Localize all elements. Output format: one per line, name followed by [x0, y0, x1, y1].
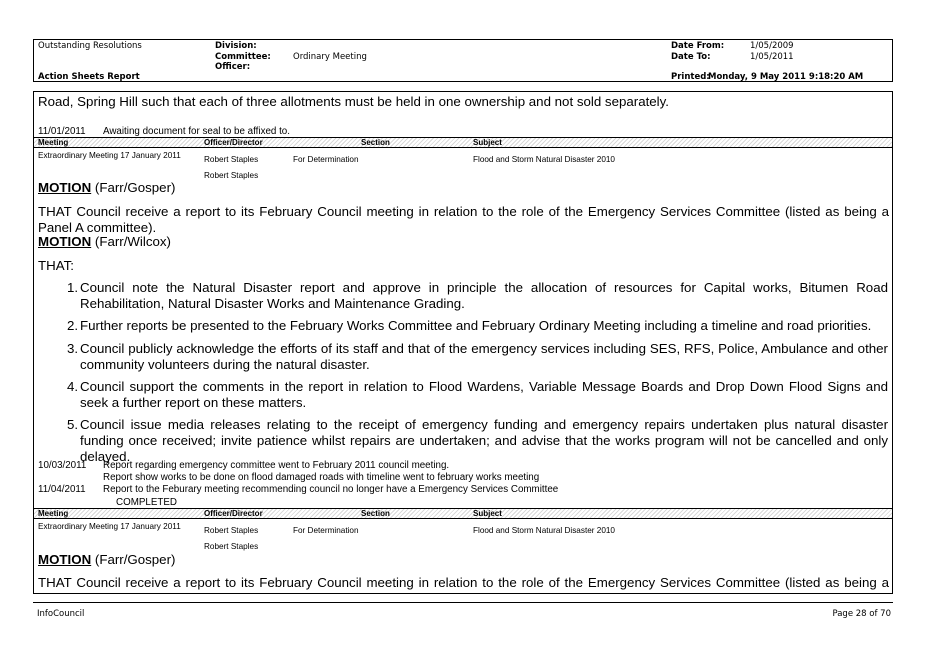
motion-movers: (Farr/Gosper)	[94, 552, 176, 567]
motion-movers: (Farr/Gosper)	[94, 180, 176, 195]
item2-officer-2: Robert Staples	[204, 542, 259, 551]
col-meeting: Meeting	[38, 509, 69, 518]
item1-note1-line1: Report regarding emergency committee went to February 2011 council meeting.	[103, 460, 450, 471]
item1-note2-line1: Report to the Feburary meeting recommending council no longer have a Emergency Services Committee	[103, 484, 559, 495]
point-number: 4.	[67, 379, 79, 394]
report-header	[33, 39, 893, 82]
resolution-point	[67, 341, 888, 373]
report-name: Outstanding Resolutions	[38, 41, 142, 51]
motion-label: MOTION	[38, 180, 92, 195]
item2-officer: Robert Staples	[204, 526, 259, 535]
col-officer: Officer/Director	[204, 509, 263, 518]
point-number: 3.	[67, 341, 79, 356]
date-to-value: 1/05/2011	[750, 52, 794, 62]
col-subject: Subject	[473, 138, 502, 147]
col-officer: Officer/Director	[204, 138, 263, 147]
col-meeting: Meeting	[38, 138, 69, 147]
report-body	[33, 91, 893, 594]
item2-motion-text: THAT Council receive a report to its February Council meeting in relation to the role of the Emergency Services Committee (listed as being a	[38, 575, 889, 590]
item1-meeting: Extraordinary Meeting 17 January 2011	[38, 151, 181, 160]
printed-label: Printed:	[671, 72, 710, 82]
point-text: Council support the comments in the report in relation to Flood Wardens, Variable Message Boards and Drop Down Flood Signs and seek a further report on these matters.	[80, 379, 888, 410]
resolution-point	[67, 379, 888, 411]
item1-section: For Determination	[293, 155, 359, 164]
point-text: Further reports be presented to the February Works Committee and February Ordinary Meeting including a timeline and road priorities.	[80, 318, 872, 333]
printed-value: Monday, 9 May 2011 9:18:20 AM	[708, 72, 864, 82]
point-text: Council publicly acknowledge the efforts of its staff and that of the emergency services including SES, RFS, Police, Ambulance and other community volunteers during the natural disaster.	[80, 341, 888, 372]
item1-note2-line2: COMPLETED	[116, 497, 177, 508]
point-number: 2.	[67, 318, 79, 333]
page-number: Page 28 of 70	[832, 609, 891, 619]
point-number: 1.	[67, 280, 79, 295]
point-text: Council note the Natural Disaster report and approve in principle the allocation of resources for Capital works, Bitumen Road Rehabilitation, Natural Disaster Works and Maintenance Grading.	[80, 280, 888, 311]
item1-motion2-heading	[38, 234, 171, 250]
page-footer	[33, 602, 893, 619]
report-type: Action Sheets Report	[38, 72, 140, 82]
date-from-value: 1/05/2009	[750, 41, 794, 51]
item1-note1-line2: Report show works to be done on flood damaged roads with timeline went to february works meeting	[103, 472, 540, 483]
footer-app-name: InfoCouncil	[37, 609, 85, 619]
resolution-point	[67, 318, 888, 334]
item1-motion1-heading	[38, 180, 175, 196]
resolution-point	[67, 280, 888, 312]
col-subject: Subject	[473, 509, 502, 518]
motion-label: MOTION	[38, 234, 92, 249]
col-section: Section	[361, 138, 390, 147]
item2-motion-heading	[38, 552, 175, 568]
point-text: Council issue media releases relating to the receipt of emergency funding and emergency repairs undertaken plus natural disaster funding once received; invite patience whilst repairs are undertaken; and advise that the works program will not be cancelled and only delayed.	[80, 417, 888, 464]
carryover-text: Road, Spring Hill such that each of three allotments must be held in one ownership and not sold separately.	[38, 94, 669, 109]
col-section: Section	[361, 509, 390, 518]
date-to-label: Date To:	[671, 52, 711, 62]
committee-value: Ordinary Meeting	[293, 52, 367, 62]
item2-meeting: Extraordinary Meeting 17 January 2011	[38, 522, 181, 531]
item1-motion1-text: THAT Council receive a report to its February Council meeting in relation to the role of the Emergency Services Committee (listed as being a Panel A committee).	[38, 204, 889, 235]
resolution-point	[67, 417, 888, 465]
carryover-note-text: Awaiting document for seal to be affixed to.	[103, 126, 290, 137]
motion-movers: (Farr/Wilcox)	[94, 234, 171, 249]
motion-label: MOTION	[38, 552, 92, 567]
column-header-row	[34, 137, 892, 148]
officer-label: Officer:	[215, 62, 251, 72]
division-label: Division:	[215, 41, 257, 51]
item1-subject: Flood and Storm Natural Disaster 2010	[473, 155, 615, 164]
carryover-note-date: 11/01/2011	[38, 126, 86, 137]
date-from-label: Date From:	[671, 41, 725, 51]
item1-that: THAT:	[38, 258, 74, 273]
item1-note2-date: 11/04/2011	[38, 484, 86, 495]
item2-section: For Determination	[293, 526, 359, 535]
point-number: 5.	[67, 417, 79, 432]
item1-officer: Robert Staples	[204, 155, 259, 164]
item1-officer-2: Robert Staples	[204, 171, 259, 180]
item1-note1-date: 10/03/2011	[38, 460, 87, 471]
column-header-row	[34, 508, 892, 519]
item2-subject: Flood and Storm Natural Disaster 2010	[473, 526, 615, 535]
committee-label: Committee:	[215, 52, 271, 62]
